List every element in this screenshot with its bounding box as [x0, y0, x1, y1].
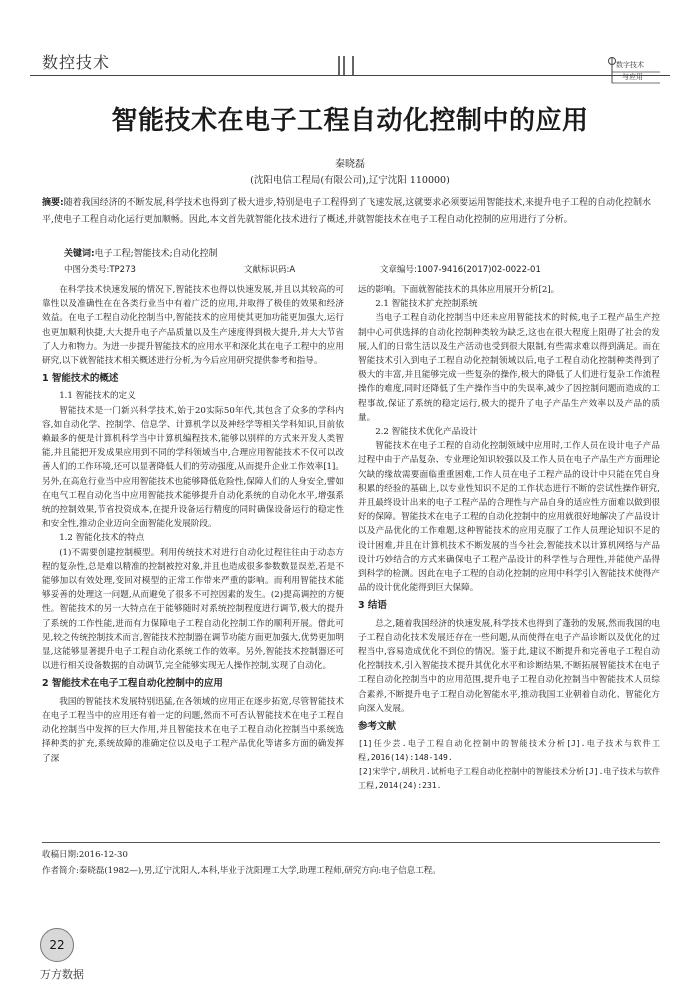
- footer-rule: [42, 842, 660, 843]
- intro-paragraph: 在科学技术快速发展的情况下,智能技术也得以快速发展,并且以其较高的可靠性以及准确性在在各类行业当中有着广泛的应用,并取得了极佳的效果和经济效益。在电子工程自动化控制当中,智能技术的应用使其更加功能更加强大,运行也更加顺利快捷,大大提升电子产品质量以及生产速度得到极大提升,并大大节省了人力和物力。为进一步提升智能技术的应用水平和深化其在电子工程中的应用研究,以下就智能技术相关概述进行分析,为今后应用研究提供参考和指导。: [42, 285, 344, 367]
- keywords: [64, 246, 218, 259]
- right-column: [358, 283, 660, 793]
- subsection-heading-1-1: 1.1 智能技术的定义: [59, 391, 136, 402]
- paragraph-2: 我国的智能技术发展特别迅猛,在各领域的应用正在逐步拓宽,尽管智能技术在电子工程当中的应用还有着一定的问题,然而不可否认智能技术在电子工程自动化控制当中发挥的巨大作用,并且智能技术在电子工程自动化控制当中系统选择种类的扩充,系统故障的准确定位以及电子工程产品优化等诸多方面的确发挥了深: [42, 696, 344, 764]
- logo-text-2: 与应用: [622, 73, 643, 81]
- reference-2: [2]宋学宁,胡秋月.试析电子工程自动化控制中的智能技术分析[J].电子技术与软件工程,2014(24):231.: [358, 767, 660, 791]
- paragraph-2-1: 当电子工程自动化控制当中还未应用智能技术的时候,电子工程产品生产控制中心可供选择的自动化控制种类较为缺乏,这也在很大程度上阻碍了社会的发展,人们的日常生活以及生产活动也受到很大限制,有些需求难以得到满足。而在智能技术引入到电子工程自动化控制领域以后,电子工程自动化控制种类得到了极大的丰富,并且能够完成一些复杂的操作,极大的降低了人们进行复杂工作流程操作的难度,同时还降低了生产操作当中的失误率,减少了因控制问题而造成的工程事故,保证了系统的稳定运行,极大的提升了电子产品生产效率以及产品的质量。: [358, 313, 660, 423]
- abstract-label: 摘要:: [42, 198, 64, 208]
- subsection-heading-2-2: 2.2 智能技术优化产品设计: [375, 427, 478, 438]
- abstract-text: 随着我国经济的不断发展,科学技术也得到了极大进步,特别是电子工程得到了飞速发展,这就要求必须要运用智能技术,来提升电子工程的自动化控制水平,使电子工程自动化运行更加顺畅。因此,本文首先就智能化技术进行了概述,并就智能技术在电子工程自动化控制的应用进行了分析。: [42, 198, 652, 225]
- keywords-text: 电子工程;智能技术;自动化控制: [94, 249, 218, 259]
- author-bio: 作者简介:秦晓磊(1982—),男,辽宁沈阳人,本科,毕业于沈阳理工大学,助理工程师,研究方向:电子信息工程。: [42, 866, 441, 876]
- document-code: 文献标识码:A: [244, 265, 296, 275]
- paragraph-1-1: 智能技术是一门新兴科学技术,始于20实际50年代,其包含了众多的学科内容,如自动化学、控制学、信息学、计算机学以及神经学等相关学科知识,目前依赖最多的便是计算机科学当中计算机编程技术,能够以别样的方式来开发人类智能,并且能把开发成果应用到不同的学科领域当中,合理应用智能技术不仅可以改善人们的工作环境,还可以显著降低人们的劳动强度,从而提升企业工作效率[1]。另外,在高危行业当中应用智能技术也能够降低危险性,保障人们的人身安全,譬如在电气工程自动化当中应用智能技术能够提升自动化系统的自动化水平,增强系统的控制效果,节省投资成本,在提升设备运行精度的同时确保设备运行的稳定性和安全性,推动企业迈向全面智能化发展阶段。: [42, 405, 344, 530]
- left-column: [42, 283, 344, 766]
- subsection-heading-1-2: 1.2 智能化技术的特点: [59, 533, 145, 544]
- paragraph-3: 总之,随着我国经济的快速发展,科学技术也得到了蓬勃的发展,然而我国的电子工程自动化技术发展还存在一些问题,从而使得在电子产品诊断以及优化的过程当中,容易造成优化不到位的情况。鉴于此,建议不断提升和完善电子工程自动化控制技术,引入智能技术提升其优化水平和诊断结果,不断拓展智能技术在电子工程自动化控制当中的应用范围,提升电子工程自动化控制当中智能技术人员综合素养,不断提升电子工程自动化智能水平,推动我国工业朝着自动化、智能化方向深入发展。: [358, 618, 660, 714]
- page-number: 22: [49, 938, 65, 952]
- logo-text-1: 数字技术: [616, 61, 644, 69]
- section-heading-1: 1 智能技术的概述: [42, 373, 119, 385]
- journal-logo: [600, 55, 662, 85]
- subsection-heading-2-1: 2.1 智能技术扩充控制系统: [375, 299, 478, 310]
- author-name: 秦晓磊: [335, 159, 365, 170]
- author-affiliation: (沈阳电信工程局(有限公司),辽宁沈阳 110000): [250, 175, 450, 186]
- header-rule: [30, 75, 670, 76]
- reference-1: [1]任少芸.电子工程自动化控制中的智能技术分析[J].电子技术与软件工程,2016(14):148-149.: [358, 739, 660, 763]
- abstract: [42, 195, 660, 229]
- class-number: 中图分类号:TP273: [64, 265, 136, 275]
- paragraph-2-2: 智能技术在电子工程的自动化控制领域中应用时,工作人员在设计电子产品过程中由于产品复杂、专业理论知识较强以及工作人员在电子产品生产方面理论欠缺的缘故需要面临重重困难,工作人员在电子工程产品的设计中只能在凭自身积累的经验的基础上,以专业性知识不足的工作状态进行不断的尝试性操作研究,并且最终设计出来的电子工程产品的合理性与产品自身的适应性方面难以做到很好的保障。智能技术在电子工程的自动化控制中的应用就很好地解决了产品设计以及产品优化的工作难题,这种智能技术的应用克服了工作人员理论知识不足的设计困难,并且在计算机技术不断发展的当今社会,智能技术以计算机网络与产品设计巧妙结合的方式来确保电子工程产品设计的科学性与合理性,并能使产品得到科学的检测。因此在电子工程的自动化控制的应用中科学引入智能技术使得产品的设计优化能得到巨大保障。: [358, 441, 660, 594]
- article-number: 文章编号:1007-9416(2017)02-0022-01: [380, 265, 541, 275]
- section-label: 数控技术: [42, 53, 111, 72]
- keywords-label: 关键词:: [64, 249, 95, 259]
- received-date: 收稿日期:2016-12-30: [42, 850, 128, 860]
- watermark-text: 万方数据: [40, 968, 84, 981]
- header-divider-bars: [338, 56, 356, 76]
- page-number-badge: [40, 928, 74, 962]
- section-heading-2: 2 智能技术在电子工程自动化控制中的应用: [42, 678, 223, 690]
- paragraph-1-2: (1)不需要创建控制模型。利用传统技术对进行自动化过程往往由于动态方程的复杂性,总是难以精准的控制被控对象,并且也造成很多参数数显误差,若是不能够加以有效处理,变回对模型的正常工作带来严重的影响。而利用智能技术能够妥善的处理这一问题,从而避免了很多不可控因素的发生。(2)提高调控的方便性。智能技术的另一大特点在于能够随时对系统控制程度进行调节,极大的提升了系统的工作性能,进而有力保障电子工程自动化控制工作的顺利开展。借此可见,较之传统控制技术而言,智能技术控制器在调节功能方面更加强大,优势更加明显,这能够显著提升电子工程自动化系统工作的效率。另外,智能技术控制器还可以进行相关设备数据的自动调节,完全能够实现无人操作控制,实现了自动化。: [42, 547, 344, 672]
- paragraph-2-continued: 远的影响。下面就智能技术的具体应用展开分析[2]。: [358, 285, 560, 295]
- article-title: 智能技术在电子工程自动化控制中的应用: [111, 106, 589, 136]
- section-heading-3: 3 结语: [358, 600, 387, 612]
- references-heading: 参考文献: [358, 721, 397, 733]
